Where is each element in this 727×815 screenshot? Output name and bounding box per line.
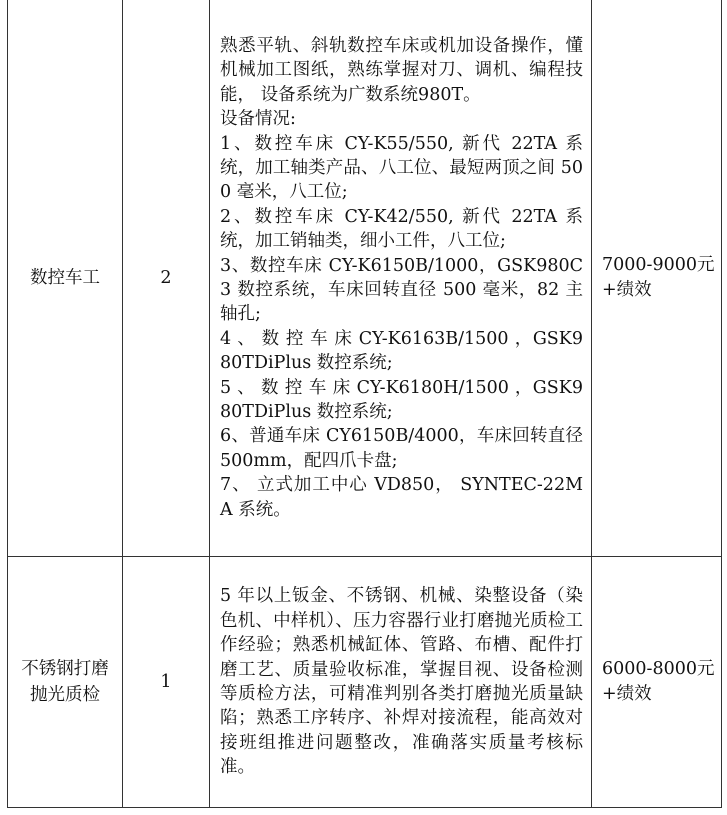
salary-cell: 6000-8000元+绩效 [592,557,722,808]
job-table [7,0,722,808]
requirement-line: 5 年以上钣金、不锈钢、机械、染整设备（染色机、中样机）、压力容器行业打磨抛光质检工作经验；熟悉机械缸体、管路、布槽、配件打磨工艺、质量验收标准，掌握目视、设备检测等质检方法，可精准判别各类打磨抛光质量缺陷；熟悉工序转序、补焊对接流程，能高效对接班组推进问题整改，准确落实质量考核标准。 [220,586,583,778]
requirement-line: 7、 立式加工中心 VD850， SYNTEC-22MA 系统。 [220,475,583,520]
requirement-line: 6、普通车床 CY6150B/4000，车床回转直径 500mm，配四爪卡盘; [220,426,583,471]
requirement-line: 2、数控车床 CY-K42/550, 新代 22TA 系统，加工销轴类，细小工件，八工位; [220,206,583,252]
requirement-line: 设备情况: [220,109,296,130]
position-cell: 数控车工 [8,0,123,557]
requirements-cell [210,557,592,808]
count-cell: 1 [123,557,210,808]
requirements-cell [210,0,592,557]
table-row [8,557,722,808]
requirement-line: 3、数控车床 CY-K6150B/1000，GSK980C3 数控系统，车床回转直径 500 毫米，82 主轴孔; [220,255,583,325]
salary-cell: 7000-9000元+绩效 [592,0,722,557]
requirement-line: 熟悉平轨、斜轨数控车床或机加设备操作，懂机械加工图纸，熟练掌握对刀、调机、编程技能， 设备系统为广数系统980T。 [220,35,583,105]
position-cell: 不锈钢打磨抛光质检 [8,557,123,808]
requirement-line: 4 、 数 控 车 床 CY-K6163B/1500 ，GSK980TDiPlus 数控系统; [220,328,583,374]
requirement-line: 5 、 数 控 车 床 CY-K6180H/1500 ，GSK980TDiPlus 数控系统; [220,377,583,423]
requirement-line: 1、数控车床 CY-K55/550, 新代 22TA 系统，加工轴类产品、八工位、最短两顶之间 500 毫米，八工位; [220,133,583,203]
count-cell: 2 [123,0,210,557]
table-row [8,0,722,557]
